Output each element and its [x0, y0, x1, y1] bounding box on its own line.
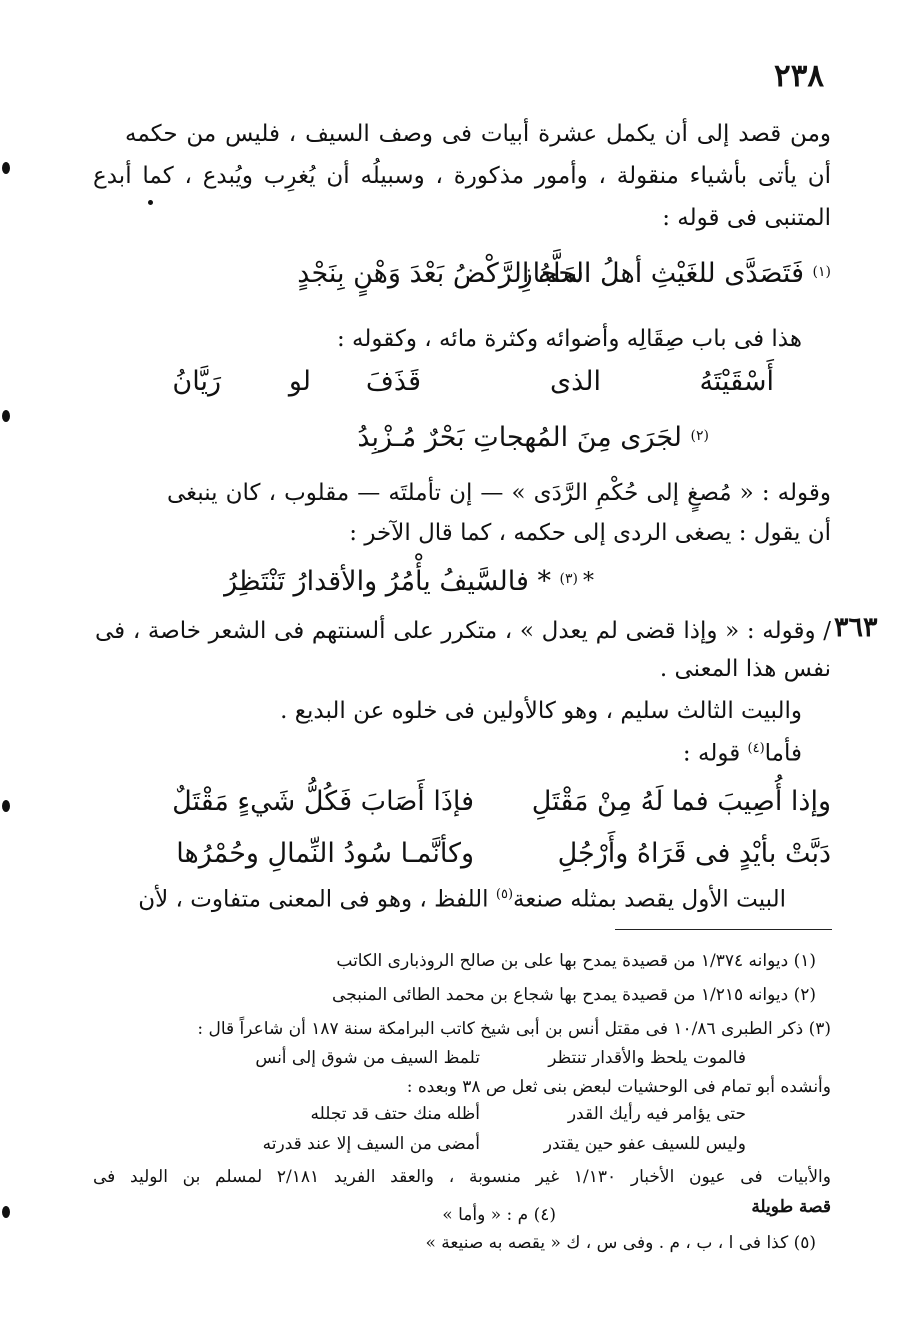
footnote: (٤) م : « وأما »	[442, 1205, 556, 1225]
body-line	[138, 880, 786, 915]
footnote-marker: (١)	[812, 264, 831, 280]
footnote-verse: أظله منك حتف قد تجلله	[310, 1104, 480, 1124]
page-number: ٢٣٨	[774, 58, 824, 94]
footnote-verse: أمضى من السيف إلا عند قدرته	[262, 1134, 480, 1154]
footnote: (١) ديوانه ١/٣٧٤ من قصيدة يمدح بها على بن صالح الروذبارى الكاتب	[336, 951, 816, 971]
verse-hemistich: فَتَصَدَّى للغَيْثِ أهلُ الحجازِ	[519, 258, 804, 289]
verse-word: قَذَفَ	[365, 366, 421, 397]
footnote: والأبيات فى عيون الأخبار ١/١٣٠ غير منسوبة ، والعقد الفريد ٢/١٨١ لمسلم بن الوليد فى	[93, 1167, 831, 1187]
footnote: (٥) كذا فى ا ، ب ، م . وفى س ، ك « يقصه به صنيعة »	[425, 1233, 816, 1253]
footnote: (٣) ذكر الطبرى ١٠/٨٦ فى مقتل أنس بن أبى شيخ كاتب البرامكة سنة ١٨٧ أن شاعراً قال :	[197, 1019, 831, 1039]
footnote: (٢) ديوانه ١/٢١٥ من قصيدة يمدح بها شجاع بن محمد الطائى المنبجى	[332, 985, 816, 1005]
footnote-verse: فالموت يلحظ والأقدار تنتظر	[548, 1048, 746, 1068]
verse-hemistich: * فالسَّيفُ يأْمُرُ والأقدارُ تَنْتَظِرُ	[224, 566, 551, 597]
body-line: أن يقول : يصغى الردى إلى حكمه ، كما قال الآخر :	[349, 520, 831, 546]
body-line: أن يأتى بأشياء منقولة ، وأمور مذكورة ، وسبيلُه أن يُغرِب ويُبدع ، كما أبدع	[93, 163, 831, 189]
scan-mark	[2, 410, 10, 422]
verse-word: الذى	[549, 366, 601, 397]
body-text: فأما	[764, 740, 802, 767]
body-line: / وقوله : « وإذا قضى لم يعدل » ، متكرر على ألسنتهم فى الشعر خاصة ، فى	[95, 618, 831, 644]
body-text: قوله :	[682, 740, 741, 767]
body-line	[683, 734, 802, 769]
margin-number: ٣٦٣	[834, 612, 878, 643]
body-line: المتنبى فى قوله :	[662, 205, 831, 231]
footnote-verse: حتى يؤامر فيه رأيك القدر	[567, 1104, 746, 1124]
verse-hemistich: وإذا أُصِيبَ فما لَهُ مِنْ مَقْتَلِ	[531, 786, 831, 817]
body-line: نفس هذا المعنى .	[659, 656, 831, 682]
scan-mark	[148, 200, 153, 205]
verse-word: لو	[288, 366, 311, 397]
footnote: قصة طويلة	[751, 1197, 831, 1217]
footnote-marker: (٢)	[690, 428, 709, 444]
scan-mark	[2, 162, 10, 174]
footnote-verse: تلمظ السيف من شوق إلى أنس	[255, 1048, 480, 1068]
body-line: والبيت الثالث سليم ، وهو كالأولين فى خلوه عن البديع .	[280, 698, 802, 724]
footnote: وأنشده أبو تمام فى الوحشيات لبعض بنى ثعل ص ٣٨ وبعده :	[406, 1077, 831, 1097]
verse-hemistich: دَبَّتْ بأيْدٍ فى قَرَاهُ وأَرْجُلِ	[557, 838, 831, 869]
footnote-marker: (٣)	[559, 571, 578, 587]
body-line: ومن قصد إلى أن يكمل عشرة أبيات فى وصف السيف ، فليس من حكمه	[125, 121, 831, 147]
verse-hemistich: سَلَّهُ الرَّكْضُ بَعْدَ وَهْنٍ بِنَجْدٍ	[297, 258, 584, 289]
verse-word: أَسْقَيْتَهُ	[699, 366, 774, 397]
footnote-marker: (٥)	[495, 887, 514, 902]
body-text: اللفظ ، وهو فى المعنى متفاوت ، لأن	[138, 886, 489, 913]
verse-hemistich: لجَرَى مِنَ المُهجاتِ بَحْرٌ مُـزْبِدُ	[357, 422, 682, 453]
verse-hemistich: وكأنَّمـا سُودُ النِّمالِ وحُمْرُها	[176, 838, 474, 869]
footnote-marker: (٤)	[747, 741, 765, 756]
body-text: البيت الأول يقصد بمثله صنعة	[513, 886, 786, 913]
scan-mark	[2, 800, 10, 812]
verse-word: رَيَّانُ	[172, 366, 221, 397]
footnote-separator	[615, 929, 832, 930]
footnote-verse: وليس للسيف عفو حين يقتدر	[543, 1134, 746, 1154]
body-line: هذا فى باب صِقَالِه وأضوائه وكثرة مائه ، وكقوله :	[336, 326, 802, 352]
verse-hemistich: فإذَا أَصَابَ فَكُلُّ شَيءٍ مَقْتَلٌ	[172, 786, 474, 817]
scan-mark	[2, 1206, 10, 1218]
verse-star: *	[583, 569, 594, 594]
body-line: وقوله : « مُصغٍ إلى حُكْمِ الرَّدَى » — إن تأملتَه — مقلوب ، كان ينبغى	[167, 480, 831, 506]
